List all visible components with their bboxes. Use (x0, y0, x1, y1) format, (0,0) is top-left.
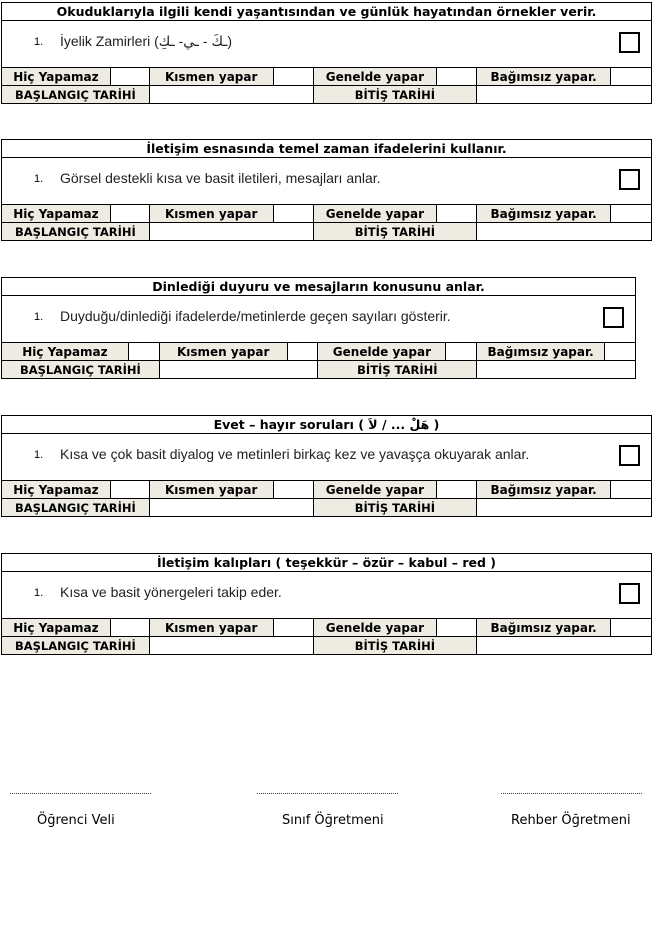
end-date-label: BİTİŞ TARİHİ (318, 361, 477, 379)
completion-checkbox[interactable] (619, 32, 640, 53)
item-number: 1. (34, 587, 44, 599)
signature-line-guidance-teacher[interactable] (501, 793, 642, 794)
end-date-label: BİTİŞ TARİHİ (313, 86, 477, 104)
level-label-independent: Bağımsız yapar. (477, 481, 611, 499)
level-label-mostly: Genelde yapar (318, 343, 446, 361)
objective-item (2, 21, 652, 68)
start-date-field[interactable] (149, 499, 313, 517)
level-label-partial: Kısmen yapar (159, 343, 287, 361)
end-date-field[interactable] (477, 637, 652, 655)
section-5 (1, 553, 652, 655)
end-date-field[interactable] (477, 499, 652, 517)
level-mark-none[interactable] (110, 619, 149, 637)
item-number: 1. (34, 173, 44, 185)
start-date-label: BAŞLANGIÇ TARİHİ (2, 361, 160, 379)
start-date-label: BAŞLANGIÇ TARİHİ (2, 223, 150, 241)
level-mark-partial[interactable] (273, 619, 313, 637)
section-3 (1, 277, 636, 379)
item-text: Görsel destekli kısa ve basit iletileri, mesajları anlar. (60, 170, 381, 186)
signature-label-parent: Öğrenci Veli (37, 813, 115, 828)
objective-item (2, 434, 652, 481)
item-number: 1. (34, 449, 44, 461)
item-number: 1. (34, 311, 44, 323)
level-label-independent: Bağımsız yapar. (477, 619, 611, 637)
level-label-partial: Kısmen yapar (149, 205, 273, 223)
signature-label-guidance-teacher: Rehber Öğretmeni (511, 813, 631, 828)
level-label-independent: Bağımsız yapar. (477, 68, 611, 86)
item-text: Kısa ve basit yönergeleri takip eder. (60, 584, 282, 600)
level-mark-independent[interactable] (611, 68, 652, 86)
end-date-label: BİTİŞ TARİHİ (313, 499, 477, 517)
level-mark-partial[interactable] (273, 68, 313, 86)
level-mark-none[interactable] (110, 68, 149, 86)
level-mark-mostly[interactable] (437, 68, 477, 86)
item-text: Duyduğu/dinlediği ifadelerde/metinlerde geçen sayıları gösterir. (60, 308, 451, 324)
level-label-none: Hiç Yapamaz (2, 619, 111, 637)
level-label-mostly: Genelde yapar (313, 68, 437, 86)
end-date-field[interactable] (477, 361, 636, 379)
level-mark-partial[interactable] (273, 205, 313, 223)
level-label-none: Hiç Yapamaz (2, 205, 111, 223)
section-2 (1, 139, 652, 241)
section-title: Dinlediği duyuru ve mesajların konusunu anlar. (2, 278, 636, 296)
level-label-partial: Kısmen yapar (149, 619, 273, 637)
section-4 (1, 415, 652, 517)
level-mark-none[interactable] (110, 205, 149, 223)
signature-label-class-teacher: Sınıf Öğretmeni (282, 813, 384, 828)
level-mark-independent[interactable] (605, 343, 636, 361)
level-mark-mostly[interactable] (437, 481, 477, 499)
level-mark-mostly[interactable] (437, 619, 477, 637)
section-title: İletişim kalıpları ( teşekkür – özür – kabul – red ) (2, 554, 652, 572)
level-mark-independent[interactable] (611, 619, 652, 637)
start-date-field[interactable] (149, 86, 313, 104)
section-1 (1, 2, 652, 104)
end-date-field[interactable] (477, 86, 652, 104)
level-mark-partial[interactable] (273, 481, 313, 499)
level-label-independent: Bağımsız yapar. (477, 205, 611, 223)
level-label-none: Hiç Yapamaz (2, 481, 111, 499)
start-date-field[interactable] (149, 223, 313, 241)
objective-item (2, 572, 652, 619)
item-text: Kısa ve çok basit diyalog ve metinleri birkaç kez ve yavaşça okuyarak anlar. (60, 446, 530, 462)
objective-item (2, 296, 636, 343)
start-date-label: BAŞLANGIÇ TARİHİ (2, 637, 150, 655)
level-label-partial: Kısmen yapar (149, 68, 273, 86)
start-date-label: BAŞLANGIÇ TARİHİ (2, 499, 150, 517)
level-mark-independent[interactable] (611, 205, 652, 223)
level-mark-none[interactable] (128, 343, 159, 361)
signature-line-class-teacher[interactable] (257, 793, 398, 794)
level-label-none: Hiç Yapamaz (2, 343, 129, 361)
start-date-label: BAŞLANGIÇ TARİHİ (2, 86, 150, 104)
item-number: 1. (34, 36, 44, 48)
signature-line-parent[interactable] (10, 793, 151, 794)
completion-checkbox[interactable] (603, 307, 624, 328)
level-mark-none[interactable] (110, 481, 149, 499)
completion-checkbox[interactable] (619, 445, 640, 466)
level-label-independent: Bağımsız yapar. (477, 343, 605, 361)
start-date-field[interactable] (149, 637, 313, 655)
level-mark-mostly[interactable] (437, 205, 477, 223)
level-label-none: Hiç Yapamaz (2, 68, 111, 86)
section-title: İletişim esnasında temel zaman ifadelerini kullanır. (2, 140, 652, 158)
end-date-field[interactable] (477, 223, 652, 241)
level-label-mostly: Genelde yapar (313, 205, 437, 223)
level-mark-mostly[interactable] (446, 343, 477, 361)
section-title: Okuduklarıyla ilgili kendi yaşantısından ve günlük hayatından örnekler verir. (2, 3, 652, 21)
completion-checkbox[interactable] (619, 583, 640, 604)
end-date-label: BİTİŞ TARİHİ (313, 223, 477, 241)
level-mark-partial[interactable] (287, 343, 318, 361)
level-mark-independent[interactable] (611, 481, 652, 499)
end-date-label: BİTİŞ TARİHİ (313, 637, 477, 655)
start-date-field[interactable] (159, 361, 318, 379)
completion-checkbox[interactable] (619, 169, 640, 190)
level-label-partial: Kısmen yapar (149, 481, 273, 499)
item-text: İyelik Zamirleri (ـكَ - ـي- ـكِ) (60, 33, 233, 49)
objective-item (2, 158, 652, 205)
section-title: Evet – hayır soruları ( هَلْ ... / لاَ ) (2, 416, 652, 434)
level-label-mostly: Genelde yapar (313, 619, 437, 637)
level-label-mostly: Genelde yapar (313, 481, 437, 499)
